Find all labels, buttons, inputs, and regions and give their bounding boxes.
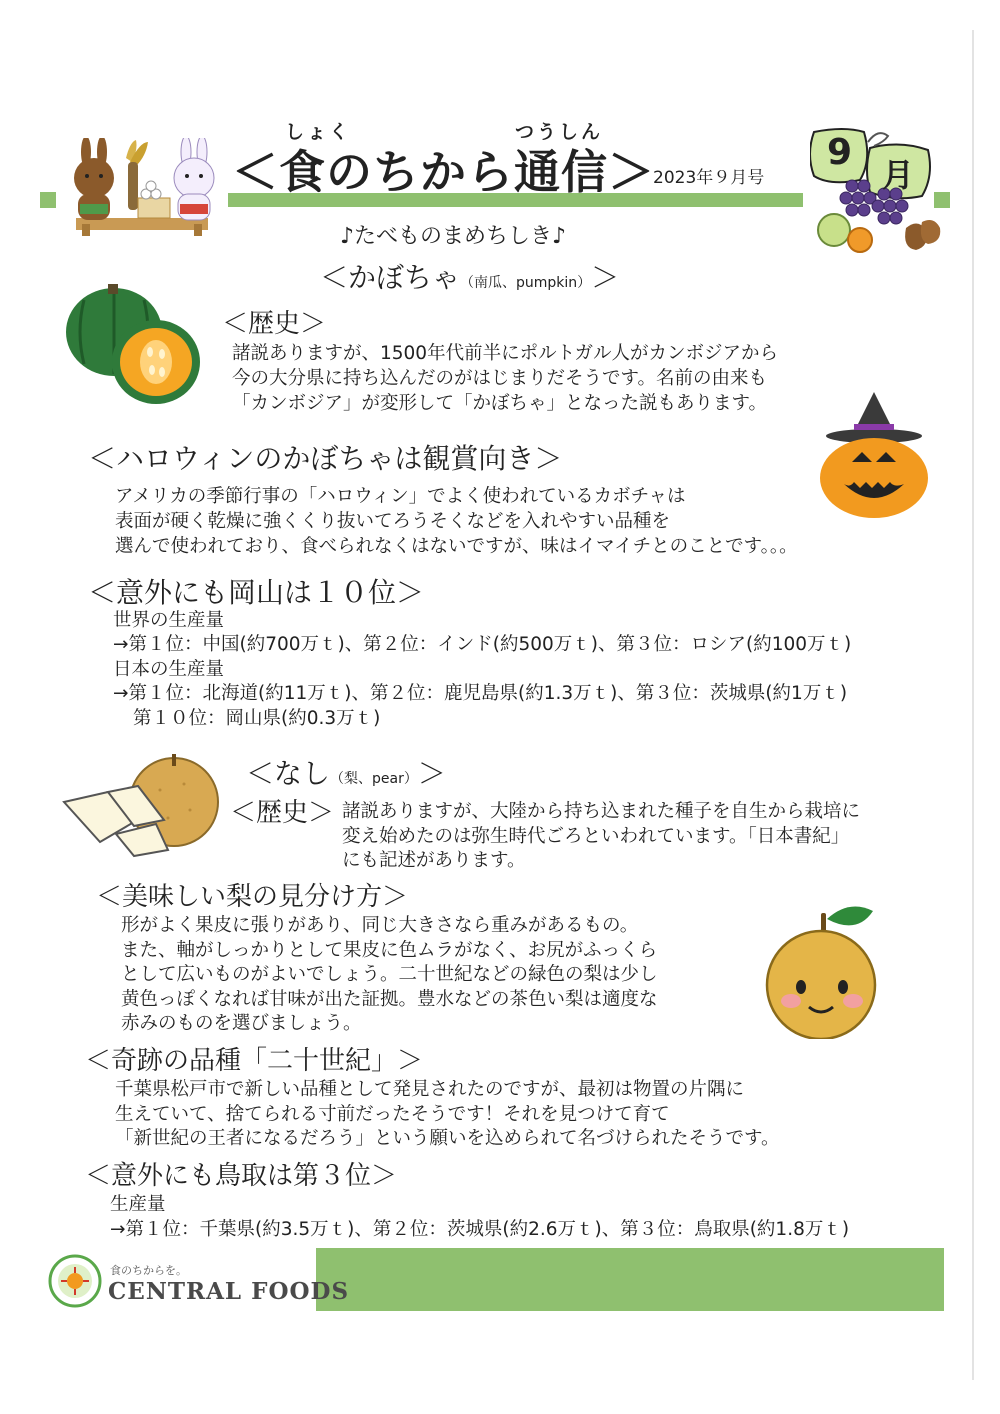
pear-rank-text: [110, 1193, 849, 1242]
rank-line: 世界の生産量: [113, 610, 225, 631]
title-ruby-left: しょく: [285, 121, 352, 143]
pumpkin-rank-text: [113, 609, 851, 731]
pear-variety-line: 千葉県松戸市で新しい品種として発見されたのですが、最初は物置の片隅に: [115, 1079, 745, 1100]
pear-history-heading: ＜歴史＞: [230, 798, 335, 828]
pear-rank-heading: ＜意外にも鳥取は第３位＞: [85, 1161, 398, 1191]
issue-date: 2023年９月号: [653, 168, 765, 188]
pear-variety-text: [115, 1078, 780, 1152]
rank-line: 第１０位：岡山県(約0.3万ｔ): [133, 707, 381, 729]
pumpkin-history-heading: ＜歴史＞: [222, 309, 327, 339]
pumpkin-illustration: [64, 284, 200, 408]
rank-line: 日本の生産量: [113, 658, 225, 680]
pear-choose-text: [121, 914, 658, 1037]
pumpkin-rank-heading: ＜意外にも岡山は１０位＞: [88, 576, 425, 609]
pumpkin-history-line: 諸説ありますが、1500年代前半にポルトガル人がカンボジアから: [232, 343, 779, 364]
series-title: ♪たべものまめちしき♪: [340, 224, 567, 249]
footer-band: [316, 1248, 944, 1311]
pumpkin-name-close: ＞: [591, 261, 620, 294]
pumpkin-name: ＜かぼちゃ: [320, 261, 461, 294]
pear-illustration: [60, 754, 222, 858]
pear-history-line: にも記述があります。: [342, 850, 526, 871]
halloween-line: 表面が硬く乾燥に強くくり抜いてろうそくなどを入れやすい品種を: [115, 511, 671, 532]
pear-choose-line: として広いものがよいでしょう。二十世紀などの緑色の梨は少し: [121, 964, 658, 986]
pear-history-line: 諸説ありますが、大陸から持ち込まれた種子を自生から栽培に: [342, 801, 861, 822]
pumpkin-section-title: [320, 256, 619, 296]
header-left-square: [40, 192, 56, 208]
rabbits-moon-viewing-illustration: [68, 138, 216, 236]
pumpkin-history-line: 今の大分県に持ち込んだのがはじまりだそうです。名前の由来も: [232, 368, 768, 389]
pear-face-icon: [755, 905, 891, 1039]
month-badge-number: 9: [827, 132, 853, 173]
pear-rank-line: →第１位：千葉県(約3.5万ｔ)、第２位：茨城県(約2.6万ｔ)、第３位：鳥取県(約1.8万ｔ): [110, 1218, 850, 1240]
pear-choose-line: また、軸がしっかりとして果皮に色ムラがなく、お尻がふっくら: [121, 939, 658, 961]
halloween-line: 選んで使われており、食べられなくはないですが、味はイマイチとのことです。。。: [115, 536, 798, 557]
halloween-text: [115, 484, 798, 559]
pear-name-sub: （梨、pear）: [330, 771, 418, 787]
title-ruby-right: つうしん: [515, 121, 604, 143]
pear-choose-line: 形がよく果皮に張りがあり、同じ大きさなら重みがあるもの。: [121, 915, 639, 936]
pear-choose-line: 赤みのものを選びましょう。: [121, 1013, 362, 1035]
month-badge-kanji: 月: [882, 156, 915, 194]
footer-brand: CENTRAL FOODS: [108, 1278, 350, 1305]
pear-rank-line: 生産量: [110, 1194, 166, 1215]
rank-line: →第１位：中国(約700万ｔ)、第２位：インド(約500万ｔ)、第３位：ロシア(約100万ｔ): [113, 634, 852, 656]
pear-history-text: [342, 800, 860, 874]
rank-line: →第１位：北海道(約11万ｔ)、第２位：鹿児島県(約1.3万ｔ)、第３位：茨城県(約1万ｔ): [113, 683, 848, 705]
jack-o-lantern-icon: [818, 392, 930, 520]
pear-history-line: 変え始めたのは弥生時代ごろといわれています。「日本書紀」: [342, 825, 850, 847]
footer-tagline: 食のちからを。: [110, 1264, 187, 1277]
page-title: ＜食のちから通信＞: [232, 145, 655, 199]
page-edge-line: [972, 30, 974, 1380]
pear-section-title: [246, 752, 446, 792]
pear-choose-line: 黄色っぽくなれば甘味が出た証拠。豊水などの茶色い梨は適度な: [121, 988, 658, 1010]
halloween-line: アメリカの季節行事の「ハロウィン」でよく使われているカボチャは: [115, 486, 686, 507]
pear-variety-line: 「新世紀の王者になるだろう」という願いを込められて名づけられたそうです。: [115, 1128, 780, 1149]
halloween-heading: ＜ハロウィンのかぼちゃは観賞向き＞: [88, 442, 563, 475]
pear-name: ＜なし: [246, 757, 331, 790]
pumpkin-history-line: 「カンボジア」が変形して「かぼちゃ」となった説もあります。: [232, 393, 768, 414]
pear-choose-heading: ＜美味しい梨の見分け方＞: [96, 882, 409, 912]
pumpkin-history-text: [232, 341, 778, 416]
pear-name-close: ＞: [417, 757, 446, 790]
central-foods-logo-icon: [48, 1254, 102, 1308]
pear-variety-line: 生えていて、捨てられる寸前だったそうです！それを見つけて育て: [115, 1103, 670, 1125]
pumpkin-name-sub: （南瓜、pumpkin）: [460, 275, 592, 291]
pear-variety-heading: ＜奇跡の品種「二十世紀」＞: [85, 1046, 424, 1076]
